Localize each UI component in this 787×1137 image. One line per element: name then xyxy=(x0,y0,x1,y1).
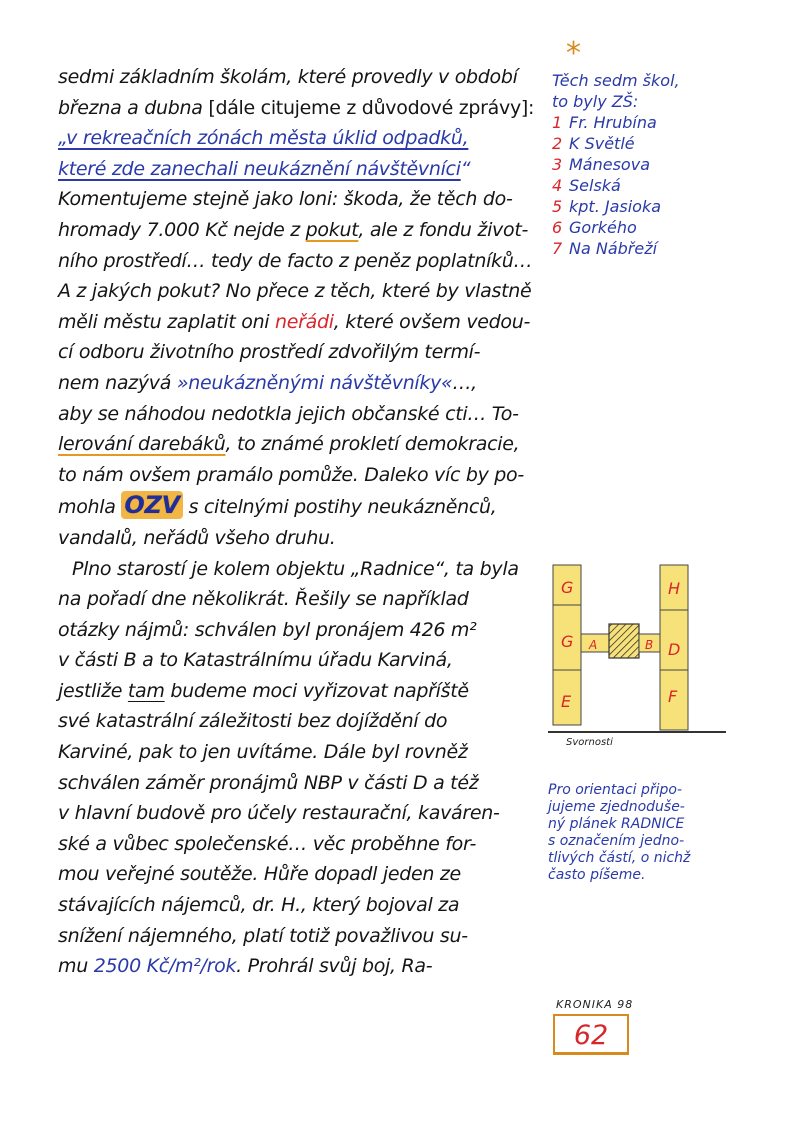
label-f: F xyxy=(668,687,678,706)
text-span: , které ovšem vedou- xyxy=(333,310,531,333)
text-line: cí odboru životního prostředí zdvořilým termí- xyxy=(58,341,481,364)
caption-line: ný plánek RADNICE xyxy=(548,816,685,832)
text-line xyxy=(58,676,543,707)
text-line: otázky nájmů: schválen byl pronájem 426 m² xyxy=(58,618,477,641)
diagram-caption xyxy=(548,782,728,884)
school-item xyxy=(552,133,752,154)
label-g-mid: G xyxy=(561,632,574,651)
text-line: aby se náhodou nedotkla jejich občanské cti… To- xyxy=(58,402,519,425)
sidebar-heading: to byly ZŠ: xyxy=(552,92,639,111)
sidebar-heading: Těch sedm škol, xyxy=(552,71,680,90)
text-span: měli městu zaplatit oni xyxy=(58,310,276,333)
label-d: D xyxy=(668,640,681,659)
caption-line: tlivých částí, o nichž xyxy=(548,850,691,866)
text-line xyxy=(58,490,543,523)
school-name: K Světlé xyxy=(569,134,635,153)
text-line: Karviné, pak to jen uvítáme. Dále byl rovněž xyxy=(58,741,468,764)
page-number: 62 xyxy=(573,1020,609,1051)
text-span: mu xyxy=(58,955,94,978)
text-span: mohla xyxy=(58,496,122,519)
town-hall-plan-diagram xyxy=(548,560,728,750)
paragraph-start-line: Plno starostí je kolem objektu „Radnice“, ta byla xyxy=(72,557,519,580)
school-item xyxy=(552,196,752,217)
school-item xyxy=(552,112,752,133)
text-span: …, xyxy=(452,371,477,394)
school-number: 7 xyxy=(552,239,563,258)
school-number: 4 xyxy=(552,176,563,195)
text-line xyxy=(58,215,543,246)
text-line: vandalů, neřádů všeho druhu. xyxy=(58,526,336,549)
text-line: snížení nájemného, platí totiž považlivou su- xyxy=(58,924,468,947)
school-name: kpt. Jasioka xyxy=(569,197,662,216)
label-g-top: G xyxy=(561,578,574,597)
text-line xyxy=(58,429,543,460)
quote-emphasis: neukáznění návštěvníci xyxy=(243,157,461,180)
main-building-hatched xyxy=(609,624,639,658)
school-name: Fr. Hrubína xyxy=(569,113,657,132)
label-h: H xyxy=(668,579,681,598)
text-line: v části B a to Katastrálnímu úřadu Karviná, xyxy=(58,649,453,672)
label-a: A xyxy=(589,638,598,652)
text-line: stávajících nájemců, dr. H., který bojoval za xyxy=(58,894,460,917)
caption-line: s označením jedno- xyxy=(548,833,685,849)
main-text-column xyxy=(58,62,543,982)
underlined-word: pokut xyxy=(305,218,359,241)
text-line: v hlavní budově pro účely restaurační, kaváren- xyxy=(58,802,500,825)
text-line xyxy=(58,93,543,124)
school-item xyxy=(552,175,752,196)
text-line xyxy=(58,368,543,399)
text-span: jestliže xyxy=(58,679,128,702)
text-span: března a dubna xyxy=(58,96,209,119)
text-span: , to známé prokletí demokracie, xyxy=(225,433,520,456)
caption-line: Pro orientaci připo- xyxy=(548,782,683,798)
chronicle-label: KRONIKA 98 xyxy=(556,998,634,1011)
text-line: ské a vůbec společenské… věc proběhne for- xyxy=(58,832,477,855)
school-number: 6 xyxy=(552,218,563,237)
citation-note: [dále citujeme z důvodové zprávy]: xyxy=(208,96,535,119)
text-line: mou veřejné soutěže. Hůře dopadl jeden ze xyxy=(58,863,461,886)
label-b: B xyxy=(645,638,654,652)
school-name: Na Nábřeží xyxy=(569,239,658,258)
school-item xyxy=(552,217,752,238)
street-label: Svornosti xyxy=(566,737,613,748)
underlined-word: tam xyxy=(127,679,165,702)
underlined-phrase: lerování darebáků xyxy=(58,433,226,456)
quote-line: „v rekreačních zónách města úklid odpadků, xyxy=(58,127,469,150)
caption-line: často píšeme. xyxy=(548,867,646,883)
footnote-star-icon: * xyxy=(566,36,581,71)
text-line: na pořadí dne několikrát. Řešily se například xyxy=(58,588,469,611)
text-line: to nám ovšem pramálo pomůže. Daleko víc by po- xyxy=(58,463,524,486)
text-span: . Prohrál svůj boj, Ra- xyxy=(236,955,433,978)
rent-amount: 2500 Kč/m²/rok xyxy=(93,955,237,978)
school-name: Selská xyxy=(569,176,621,195)
school-number: 1 xyxy=(552,113,563,132)
page-number-box xyxy=(553,1014,629,1055)
schools-sidebar xyxy=(552,70,752,259)
text-span: hromady 7.000 Kč nejde z xyxy=(58,218,306,241)
text-line: ního prostředí… tedy de facto z peněz poplatníků… xyxy=(58,249,533,272)
school-number: 3 xyxy=(552,155,563,174)
ozv-highlight: OZV xyxy=(121,491,182,519)
text-line: A z jakých pokut? No přece z těch, které by vlastně xyxy=(58,280,532,303)
text-span: nem nazývá xyxy=(58,371,177,394)
quote-span: které zde zanechali xyxy=(58,157,244,180)
text-line: schválen záměr pronájmů NBP v části D a též xyxy=(58,771,479,794)
school-name: Mánesova xyxy=(569,155,650,174)
red-word: neřádi xyxy=(275,310,334,333)
quote-mark: “ xyxy=(460,157,471,180)
text-span: budeme moci vyřizovat napříště xyxy=(164,679,469,702)
quote-emphasis: »neukázněnými návštěvníky« xyxy=(176,371,453,394)
text-line: Komentujeme stejně jako loni: škoda, že těch do- xyxy=(58,188,513,211)
text-span: , ale z fondu život- xyxy=(358,218,529,241)
school-item xyxy=(552,154,752,175)
school-number: 5 xyxy=(552,197,563,216)
quote-line xyxy=(58,154,543,185)
text-line: své katastrální záležitosti bez dojíždění do xyxy=(58,710,448,733)
caption-line: jujeme zjednoduše- xyxy=(548,799,685,815)
text-line: sedmi základním školám, které provedly v období xyxy=(58,66,518,88)
text-span: s citelnými postihy neukázněnců, xyxy=(182,496,497,519)
text-line xyxy=(58,307,543,338)
school-number: 2 xyxy=(552,134,563,153)
school-name: Gorkého xyxy=(569,218,637,237)
text-line xyxy=(58,951,543,982)
school-item xyxy=(552,238,752,259)
label-e: E xyxy=(561,692,572,711)
